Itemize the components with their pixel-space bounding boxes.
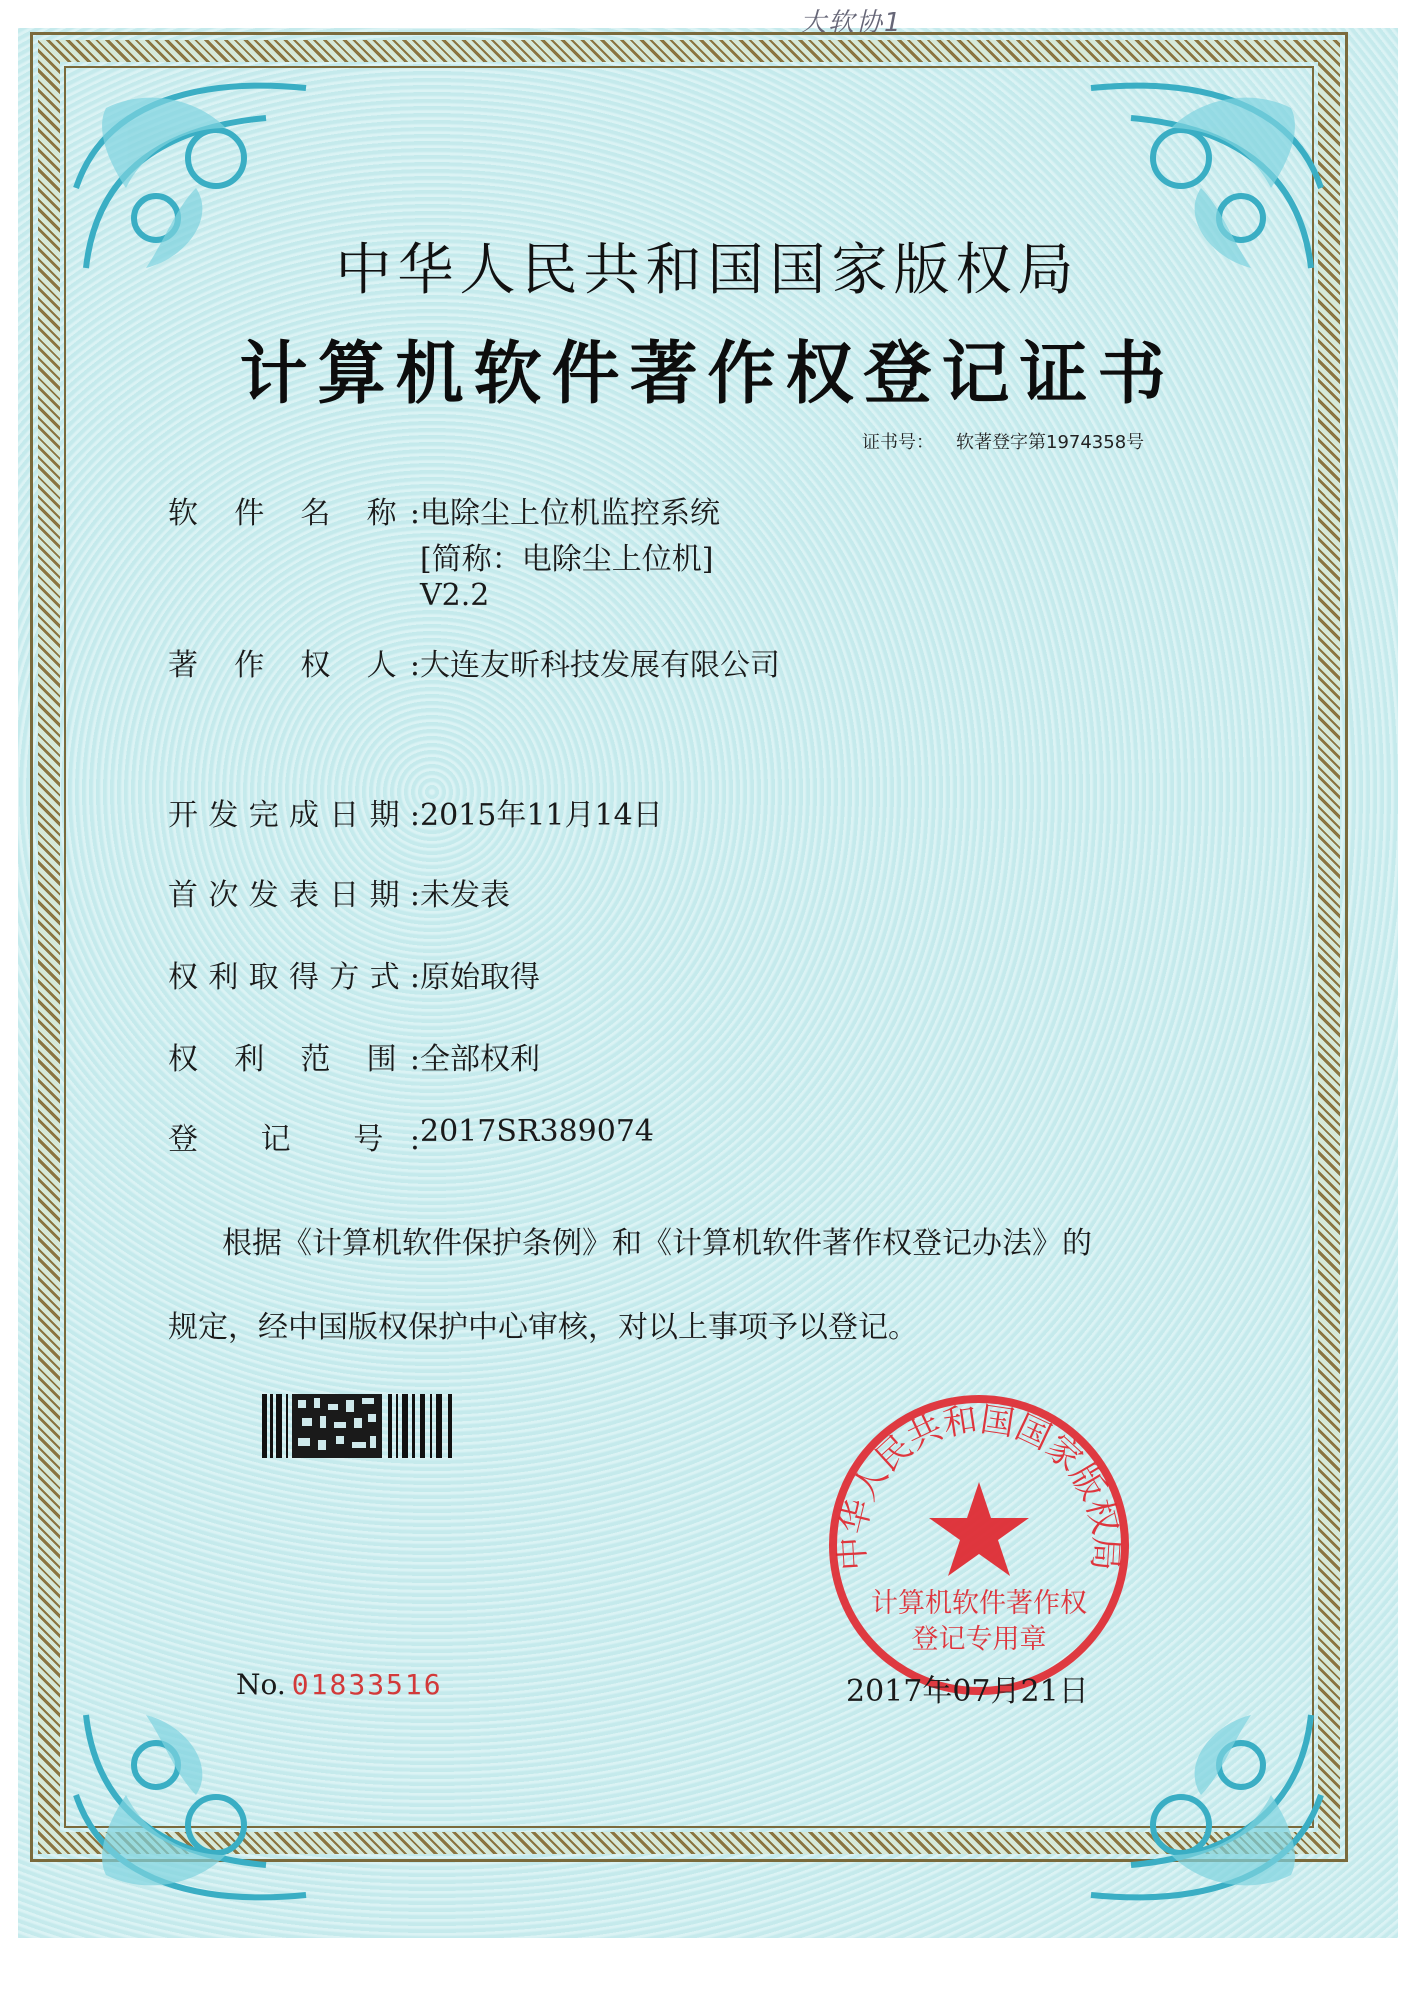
- owner-value: 大连友昕科技发展有限公司: [420, 648, 780, 683]
- field-label: 登 记 号:: [168, 1122, 420, 1157]
- scope-value: 全部权利: [420, 1042, 540, 1077]
- field-label: 权 利 范 围:: [168, 1042, 420, 1077]
- acquire-row: [168, 952, 540, 996]
- statement-line-1: 根据《计算机软件保护条例》和《计算机软件著作权登记办法》的: [222, 1226, 1092, 1261]
- handwritten-note: 大软协1: [800, 8, 903, 38]
- serial-number: [236, 1668, 443, 1701]
- seal-inner-line-1: 计算机软件著作权: [871, 1588, 1087, 1619]
- certificate-number: [862, 428, 1144, 454]
- pub-date-value: 未发表: [420, 878, 510, 913]
- certificate-title: 计算机软件著作权登记证书: [239, 335, 1176, 414]
- software-name-value: 电除尘上位机监控系统: [420, 496, 720, 531]
- seal-inner-line-2: 登记专用章: [911, 1624, 1047, 1655]
- field-label: 权利取得方式:: [168, 960, 420, 995]
- field-label: 著 作 权 人:: [168, 648, 420, 683]
- field-label: 开发完成日期:: [168, 798, 420, 833]
- owner-row: [168, 640, 780, 684]
- cert-no-value: 软著登字第1974358号: [956, 432, 1145, 453]
- official-seal: [824, 1390, 1134, 1700]
- field-label: 软 件 名 称:: [168, 496, 420, 531]
- scope-row: [168, 1034, 540, 1078]
- acquire-value: 原始取得: [420, 960, 540, 995]
- seal-outer-text: 中华人民共和国国家版权局: [832, 1399, 1126, 1572]
- field-label: 首次发表日期:: [168, 878, 420, 913]
- pub-date-row: [168, 870, 510, 914]
- dev-date-row: [168, 790, 663, 834]
- reg-no-row: [168, 1114, 655, 1158]
- serial-label: No.: [236, 1668, 286, 1701]
- cert-no-label: 证书号：: [862, 432, 934, 453]
- reg-no-value: 2017SR389074: [420, 1114, 655, 1149]
- software-version: V2.2: [420, 578, 490, 613]
- statement-line-2: 规定，经中国版权保护中心审核，对以上事项予以登记。: [168, 1310, 918, 1345]
- dev-date-value: 2015年11月14日: [420, 798, 663, 833]
- software-short-name: [简称：电除尘上位机]: [420, 542, 714, 577]
- software-name-row: [168, 488, 720, 532]
- issuer-title: 中华人民共和国国家版权局: [335, 238, 1080, 303]
- serial-value: 01833516: [291, 1668, 443, 1701]
- issue-date: 2017年07月21日: [846, 1674, 1089, 1709]
- barcode-icon: [262, 1394, 458, 1458]
